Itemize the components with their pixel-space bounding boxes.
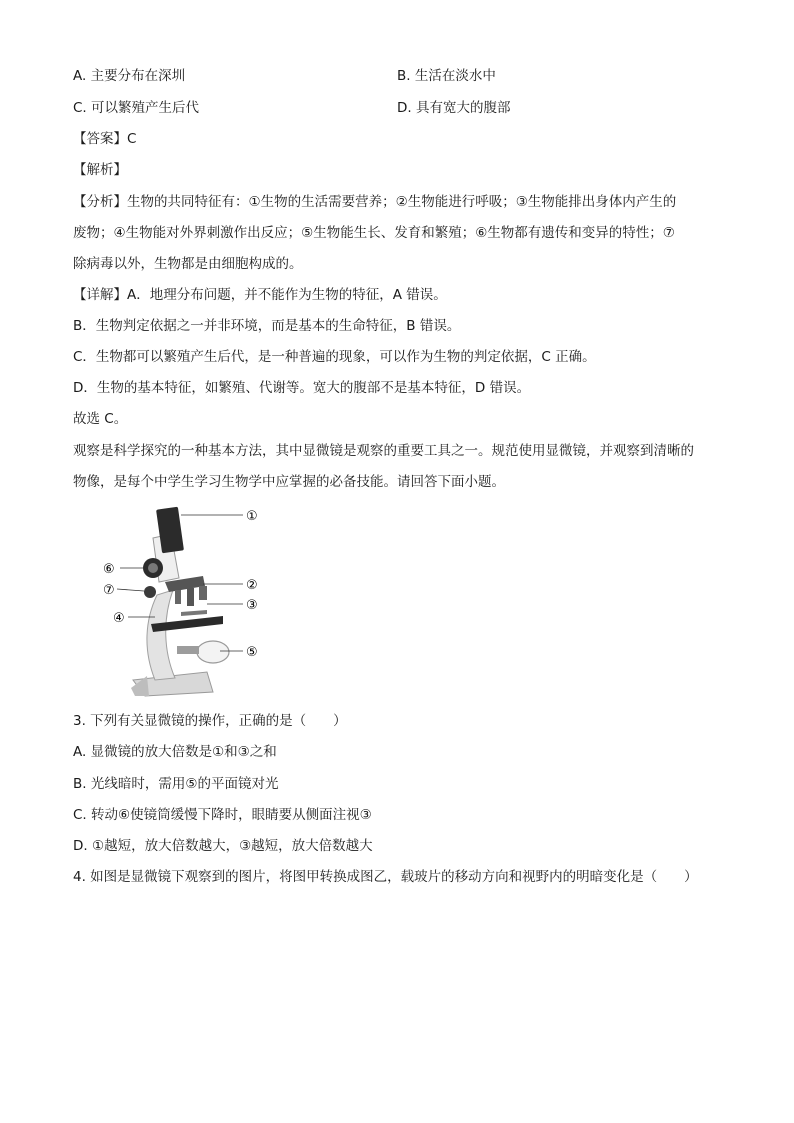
detail-line: C．生物都可以繁殖产生后代，是一种普遍的现象，可以作为生物的判定依据，C 正确。 <box>73 349 596 365</box>
intro-line: 观察是科学探究的一种基本方法，其中显微镜是观察的重要工具之一。规范使用显微镜，并观察到清晰的 <box>73 443 694 459</box>
question-3-stem: 3. 下列有关显微镜的操作，正确的是（ ） <box>73 713 347 729</box>
figure-label-5: ⑤ <box>246 645 258 660</box>
analysis-line: 【分析】生物的共同特征有：①生物的生活需要营养；②生物能进行呼吸；③生物能排出身体内产生的 <box>73 194 677 210</box>
intro-line: 物像，是每个中学生学习生物学中应掌握的必备技能。请回答下面小题。 <box>73 474 505 490</box>
figure-label-1: ① <box>246 509 258 524</box>
question-3-option-a: A. 显微镜的放大倍数是①和③之和 <box>73 744 277 760</box>
question-3-option-d: D. ①越短，放大倍数越大，③越短，放大倍数越大 <box>73 838 373 854</box>
analysis-heading: 【解析】 <box>73 162 127 178</box>
answer-line: 【答案】C <box>73 131 137 147</box>
conclusion-line: 故选 C。 <box>73 411 128 427</box>
option-c: C. 可以繁殖产生后代 <box>73 100 200 116</box>
analysis-line: 废物；④生物能对外界刺激作出反应；⑤生物能生长、发育和繁殖；⑥生物都有遗传和变异的特性；⑦ <box>73 225 675 241</box>
microscope-figure <box>95 500 270 705</box>
option-a: A. 主要分布在深圳 <box>73 68 186 84</box>
option-d: D. 具有宽大的腹部 <box>397 100 511 116</box>
question-3-option-b: B. 光线暗时，需用⑤的平面镜对光 <box>73 776 279 792</box>
detail-line: 【详解】A．地理分布问题，并不能作为生物的特征，A 错误。 <box>73 287 447 303</box>
detail-line: B．生物判定依据之一并非环境，而是基本的生命特征，B 错误。 <box>73 318 461 334</box>
figure-label-4: ④ <box>113 611 125 626</box>
figure-label-6: ⑥ <box>103 562 115 577</box>
option-b: B. 生活在淡水中 <box>397 68 496 84</box>
question-4-stem: 4. 如图是显微镜下观察到的图片，将图甲转换成图乙，载玻片的移动方向和视野内的明暗变化是（ ） <box>73 869 698 885</box>
detail-line: D．生物的基本特征，如繁殖、代谢等。宽大的腹部不是基本特征，D 错误。 <box>73 380 531 396</box>
figure-label-3: ③ <box>246 598 258 613</box>
analysis-line: 除病毒以外，生物都是由细胞构成的。 <box>73 256 303 272</box>
question-3-option-c: C. 转动⑥使镜筒缓慢下降时，眼睛要从侧面注视③ <box>73 807 372 823</box>
figure-label-2: ② <box>246 578 258 593</box>
figure-label-7: ⑦ <box>103 583 115 598</box>
